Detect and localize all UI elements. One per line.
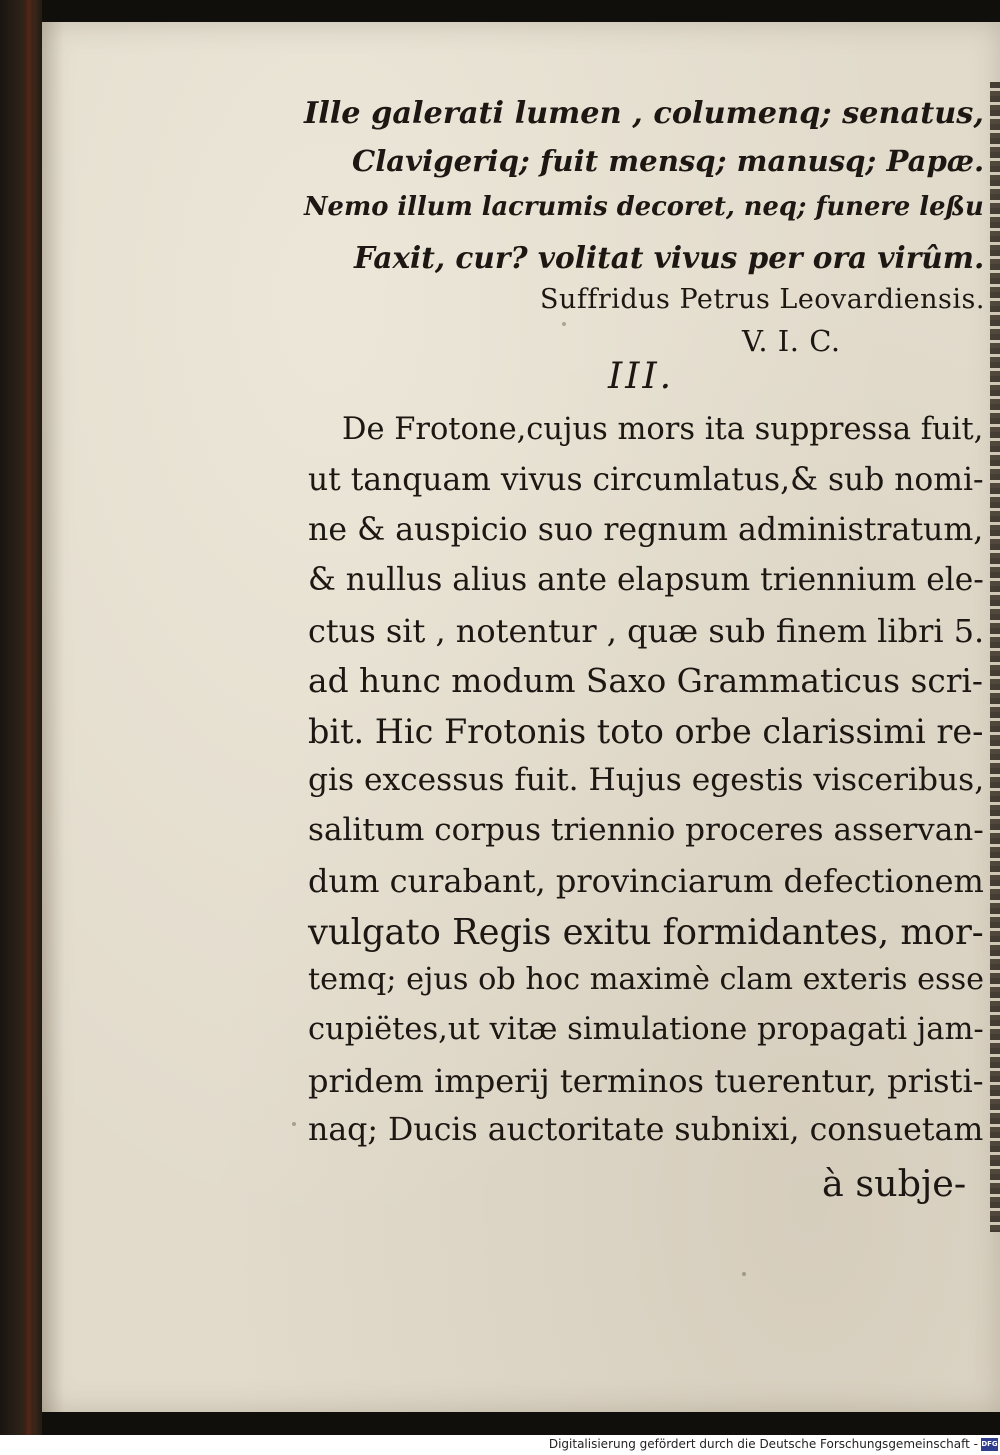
- body-line: cupiëtes,ut vitæ simulatione propagati jam-: [308, 1012, 984, 1047]
- paper-fleck: [742, 1272, 746, 1276]
- book-page: [42, 22, 1000, 1412]
- book-binding-cover: [24, 0, 34, 1435]
- body-line: ne & auspicio suo regnum administratum,: [308, 512, 984, 548]
- body-line: pridem imperij terminos tuerentur, pristi-: [308, 1062, 984, 1100]
- body-line: ad hunc modum Saxo Grammaticus scri-: [308, 662, 983, 700]
- page-edge-stack: [990, 82, 1000, 1232]
- catchword: à subje-: [822, 1162, 967, 1205]
- body-line: salitum corpus triennio proceres asservan-: [308, 812, 984, 848]
- verse-line-4: Faxit, cur? volitat vivus per ora virûm.: [354, 240, 985, 275]
- body-line: vulgato Regis exitu formidantes, mor-: [308, 912, 984, 953]
- verse-line-1: Ille galerati lumen , columenq; senatus,: [304, 96, 984, 131]
- body-line: dum curabant, provinciarum defectionem: [308, 862, 984, 900]
- paper-fleck: [292, 1122, 296, 1126]
- body-line: & nullus alius ante elapsum triennium ele-: [308, 562, 984, 598]
- digitization-credit: Digitalisierung gefördert durch die Deutsche Forschungsgemeinschaft -: [548, 1437, 978, 1451]
- body-line: bit. Hic Frotonis toto orbe clarissimi re-: [308, 712, 984, 751]
- section-number: III.: [608, 356, 675, 397]
- body-line: ctus sit , notentur , quæ sub finem libri 5.: [308, 612, 985, 650]
- author-signature: Suffridus Petrus Leovardiensis.: [540, 284, 985, 315]
- paper-fleck: [562, 322, 566, 326]
- dfg-logo-icon: DFG: [981, 1438, 998, 1451]
- body-line: temq; ejus ob hoc maximè clam exteris esse: [308, 962, 985, 997]
- verse-line-3: Nemo illum lacrumis decoret, neq; funere leßu: [304, 192, 984, 222]
- author-title: V. I. C.: [742, 324, 841, 358]
- body-line: gis excessus fuit. Hujus egestis visceribus,: [308, 762, 985, 798]
- book-binding: [0, 0, 42, 1435]
- body-line: De Frotone,cujus mors ita suppressa fuit,: [342, 412, 984, 447]
- body-line: ut tanquam vivus circumlatus,& sub nomi-: [308, 462, 984, 498]
- body-line: naq; Ducis auctoritate subnixi, consuetam: [308, 1112, 984, 1148]
- footer-bar: [0, 1435, 1000, 1455]
- verse-line-2: Clavigeriq; fuit mensq; manusq; Papæ.: [352, 144, 985, 178]
